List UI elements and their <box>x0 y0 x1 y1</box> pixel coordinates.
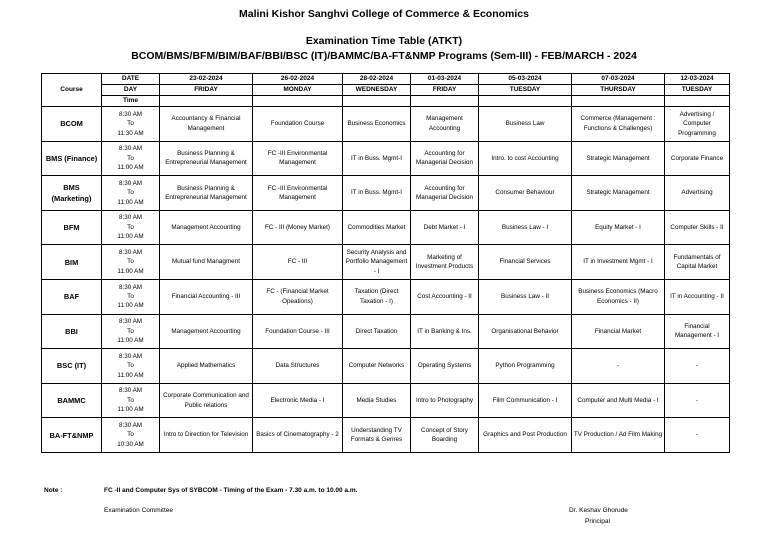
course-name: BAF <box>42 279 102 314</box>
exam-time <box>102 418 160 453</box>
subject-cell: Management Accounting <box>160 210 253 245</box>
time-line: To <box>127 223 134 231</box>
exam-time <box>102 107 160 142</box>
course-header: Course <box>42 74 102 107</box>
subject-cell: Foundation Course - III <box>253 314 343 349</box>
subject-cell: TV Production / Ad Film Making <box>572 418 665 453</box>
subject-cell: Operating Systems <box>411 349 479 384</box>
subject-cell: Strategic Management <box>572 141 665 176</box>
subject-cell: Marketing of Investment Products <box>411 245 479 280</box>
day-cell: TUESDAY <box>479 85 572 96</box>
time-line: 8:30 AM <box>118 318 143 326</box>
subject-cell: Business Law - I <box>479 210 572 245</box>
subject-cell: Management Accounting <box>411 107 479 142</box>
subject-cell: Understanding TV Formats & Genres <box>343 418 411 453</box>
subject-cell: Electronic Media - I <box>253 383 343 418</box>
time-line: To <box>127 396 134 404</box>
programs-title: BCOM/BMS/BFM/BIM/BAF/BBI/BSC (IT)/BAMMC/BA-FT&NMP Programs (Sem-III) - FEB/MARCH - 2024 <box>131 50 637 62</box>
subject-cell: Direct Taxation <box>343 314 411 349</box>
subject-cell: Data Structures <box>253 349 343 384</box>
signer-name: Dr. Keshav Ghorude <box>569 507 628 514</box>
subject-cell: Business Law <box>479 107 572 142</box>
subject-cell: IT in Banking & Ins. <box>411 314 479 349</box>
time-label: Time <box>102 96 160 107</box>
time-line: 8:30 AM <box>118 110 143 118</box>
course-name: BMS (Marketing) <box>42 176 102 211</box>
subject-cell: Concept of Story Boarding <box>411 418 479 453</box>
time-line: To <box>127 327 134 335</box>
subject-cell: Graphics and Post Production <box>479 418 572 453</box>
empty-cell <box>160 96 253 107</box>
signer-role: Principal <box>585 518 610 525</box>
course-name: BIM <box>42 245 102 280</box>
table-row <box>42 418 730 453</box>
examination-committee: Examination Committee <box>104 507 173 514</box>
subject-cell: Python Programming <box>479 349 572 384</box>
course-name: BBI <box>42 314 102 349</box>
time-line: 11:00 AM <box>117 337 144 345</box>
subject-cell: Advertising <box>665 176 730 211</box>
subject-cell: Applied Mathematics <box>160 349 253 384</box>
date-row <box>42 74 730 85</box>
exam-time <box>102 314 160 349</box>
subject-cell: Security Analysis and Portfolio Management - I <box>343 245 411 280</box>
subject-cell: Business Economics (Macro Economics - II) <box>572 279 665 314</box>
subject-cell: Accounting for Managerial Decision <box>411 176 479 211</box>
subject-cell: Intro. to cost Accounting <box>479 141 572 176</box>
course-name: BFM <box>42 210 102 245</box>
subject-cell: FC -III Environmental Management <box>253 176 343 211</box>
date-cell: 01-03-2024 <box>411 74 479 85</box>
note-label: Note : <box>44 487 63 494</box>
table-row <box>42 279 730 314</box>
time-line: 11:00 AM <box>117 233 144 241</box>
date-cell: 23-02-2024 <box>160 74 253 85</box>
table-row <box>42 141 730 176</box>
time-line: 8:30 AM <box>118 283 143 291</box>
exam-time <box>102 383 160 418</box>
subject-cell: Film Communication - I <box>479 383 572 418</box>
empty-cell <box>411 96 479 107</box>
subject-cell: Accountancy & Financial Management <box>160 107 253 142</box>
time-line: To <box>127 154 134 162</box>
day-cell: MONDAY <box>253 85 343 96</box>
timetable <box>41 73 730 453</box>
subject-cell: FC - (Financial Market Opeations) <box>253 279 343 314</box>
subject-cell: Fundamentals of Capital Market <box>665 245 730 280</box>
date-cell: 07-03-2024 <box>572 74 665 85</box>
subject-cell: Commerce (Management : Functions & Challenges) <box>572 107 665 142</box>
subject-cell: Taxation (Direct Taxation - I) <box>343 279 411 314</box>
subject-cell: Financial Accounting - III <box>160 279 253 314</box>
day-row <box>42 85 730 96</box>
subject-cell: Business Economics <box>343 107 411 142</box>
date-cell: 12-03-2024 <box>665 74 730 85</box>
time-line: To <box>127 120 134 128</box>
date-cell: 28-02-2024 <box>343 74 411 85</box>
day-cell: WEDNESDAY <box>343 85 411 96</box>
empty-cell <box>572 96 665 107</box>
subject-cell: Equity Market - I <box>572 210 665 245</box>
day-cell: TUESDAY <box>665 85 730 96</box>
table-row <box>42 176 730 211</box>
empty-cell <box>479 96 572 107</box>
time-row <box>42 96 730 107</box>
subject-cell: Financial Management - I <box>665 314 730 349</box>
course-name: BA-FT&NMP <box>42 418 102 453</box>
subject-cell: Strategic Management <box>572 176 665 211</box>
time-line: 11:00 AM <box>117 371 144 379</box>
empty-cell <box>665 96 730 107</box>
exam-time <box>102 176 160 211</box>
subject-cell: - <box>665 349 730 384</box>
subject-cell: Corporate Finance <box>665 141 730 176</box>
date-label: DATE <box>102 74 160 85</box>
subject-cell: IT in Buss. Mgmt-I <box>343 141 411 176</box>
subject-cell: Media Studies <box>343 383 411 418</box>
subject-cell: FC - III <box>253 245 343 280</box>
subject-cell: Intro to Direction for Television <box>160 418 253 453</box>
time-line: To <box>127 362 134 370</box>
subject-cell: Basics of Cinematography - 2 <box>253 418 343 453</box>
exam-time <box>102 245 160 280</box>
subject-cell: - <box>572 349 665 384</box>
date-cell: 26-02-2024 <box>253 74 343 85</box>
day-cell: FRIDAY <box>411 85 479 96</box>
time-line: 11:00 AM <box>117 164 144 172</box>
time-line: 8:30 AM <box>118 214 143 222</box>
time-line: To <box>127 189 134 197</box>
exam-time <box>102 349 160 384</box>
course-name: BMS (Finance) <box>42 141 102 176</box>
table-row <box>42 383 730 418</box>
exam-title: Examination Time Table (ATKT) <box>305 35 463 47</box>
time-line: 8:30 AM <box>118 352 143 360</box>
course-name: BAMMC <box>42 383 102 418</box>
time-line: 8:30 AM <box>118 179 143 187</box>
subject-cell: Debt Market - I <box>411 210 479 245</box>
time-line: To <box>127 258 134 266</box>
subject-cell: Management Accounting <box>160 314 253 349</box>
table-row <box>42 314 730 349</box>
subject-cell: Computer and Multi Media - I <box>572 383 665 418</box>
subject-cell: Commodities Market <box>343 210 411 245</box>
time-line: 11:00 AM <box>117 267 144 275</box>
time-line: 11:30 AM <box>117 129 144 137</box>
subject-cell: IT in Buss. Mgmt-I <box>343 176 411 211</box>
table-row <box>42 245 730 280</box>
subject-cell: FC - III (Money Market) <box>253 210 343 245</box>
subject-cell: Advertising / Computer Programming <box>665 107 730 142</box>
subject-cell: Business Planning & Entrepreneurial Management <box>160 176 253 211</box>
time-line: 11:00 AM <box>117 302 144 310</box>
subject-cell: Corporate Communication and Public relations <box>160 383 253 418</box>
time-line: 10:30 AM <box>117 440 144 448</box>
subject-cell: Business Planning & Entrepreneurial Management <box>160 141 253 176</box>
time-line: To <box>127 293 134 301</box>
empty-cell <box>253 96 343 107</box>
subject-cell: Intro to Photography <box>411 383 479 418</box>
subject-cell: Financial Market <box>572 314 665 349</box>
time-line: 11:00 AM <box>117 406 144 414</box>
exam-time <box>102 279 160 314</box>
subject-cell: - <box>665 418 730 453</box>
subject-cell: Computer Skills - II <box>665 210 730 245</box>
time-line: 8:30 AM <box>118 421 143 429</box>
college-name: Malini Kishor Sanghvi College of Commerce & Economics <box>239 8 529 20</box>
time-line: 8:30 AM <box>118 387 143 395</box>
time-line: 11:00 AM <box>117 198 144 206</box>
course-name: BSC (IT) <box>42 349 102 384</box>
empty-cell <box>343 96 411 107</box>
subject-cell: - <box>665 383 730 418</box>
note-text: FC -II and Computer Sys of SYBCOM - Timing of the Exam - 7.30 a.m. to 10.00 a.m. <box>104 487 358 494</box>
date-cell: 05-03-2024 <box>479 74 572 85</box>
course-name: BCOM <box>42 107 102 142</box>
table-row <box>42 210 730 245</box>
subject-cell: Mutual fund Managment <box>160 245 253 280</box>
subject-cell: IT in Accounting - II <box>665 279 730 314</box>
time-line: To <box>127 431 134 439</box>
subject-cell: Financial Services <box>479 245 572 280</box>
exam-time <box>102 141 160 176</box>
subject-cell: IT in Investment Mgmt - I <box>572 245 665 280</box>
day-cell: THURSDAY <box>572 85 665 96</box>
subject-cell: Cost Accounting - II <box>411 279 479 314</box>
subject-cell: Consumer Behaviour <box>479 176 572 211</box>
subject-cell: Accounting for Managerial Decision <box>411 141 479 176</box>
subject-cell: Foundation Course <box>253 107 343 142</box>
subject-cell: Business Law - II <box>479 279 572 314</box>
day-cell: FRIDAY <box>160 85 253 96</box>
time-line: 8:30 AM <box>118 145 143 153</box>
day-label: DAY <box>102 85 160 96</box>
table-row <box>42 107 730 142</box>
exam-time <box>102 210 160 245</box>
time-line: 8:30 AM <box>118 249 143 257</box>
subject-cell: Computer Networks <box>343 349 411 384</box>
table-row <box>42 349 730 384</box>
subject-cell: Organisational Behavior <box>479 314 572 349</box>
subject-cell: FC -III Environmental Management <box>253 141 343 176</box>
